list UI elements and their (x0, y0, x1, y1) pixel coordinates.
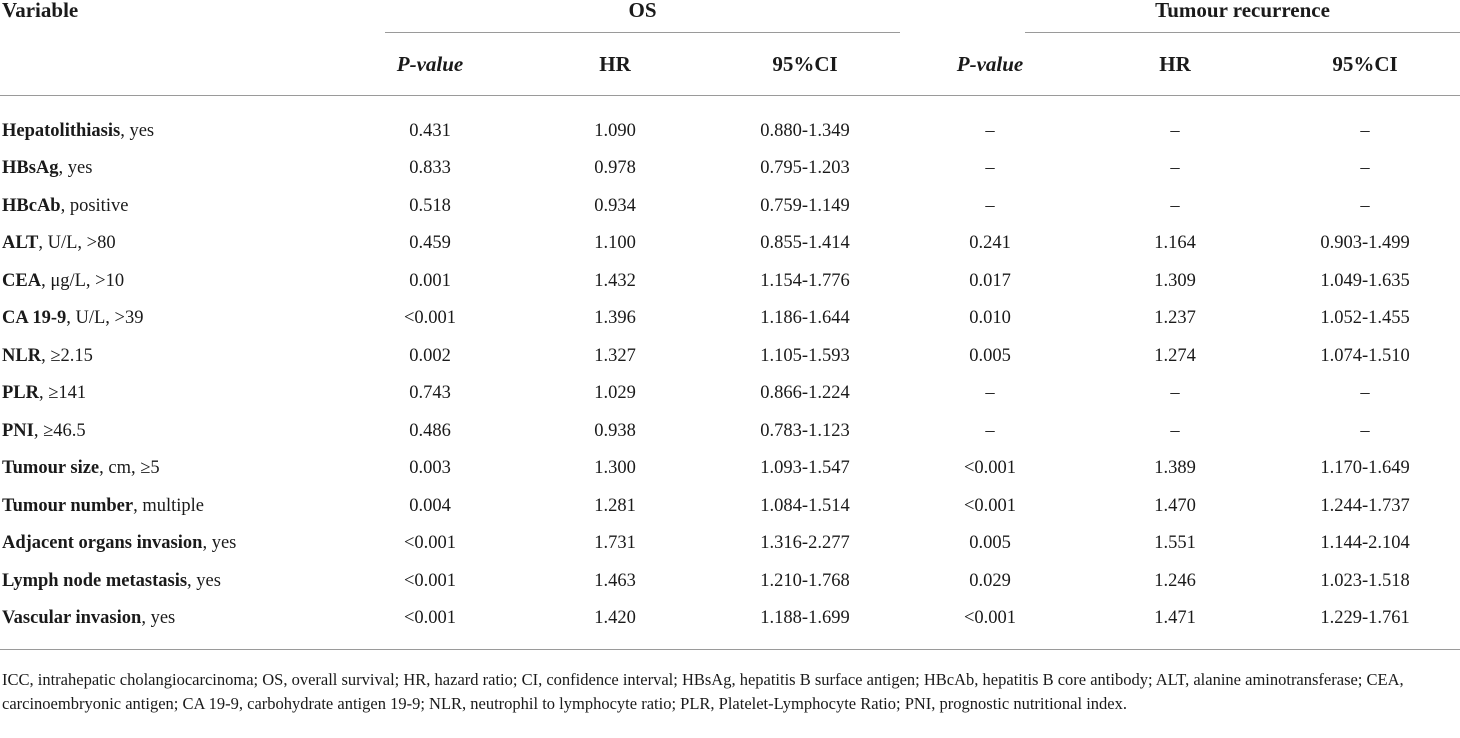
variable-cell (0, 375, 340, 413)
os-hr-cell: 1.281 (594, 495, 636, 516)
recurrence-hr-cell: – (1170, 158, 1180, 178)
variable-name: Hepatolithiasis (2, 120, 121, 141)
recurrence-ci-cell: 1.244-1.737 (1320, 495, 1410, 516)
variable-name: HBsAg (2, 158, 59, 178)
os-hr-cell: 1.300 (594, 458, 636, 478)
os-pvalue-cell: 0.743 (409, 383, 451, 403)
recurrence-pvalue-cell: 0.029 (969, 570, 1011, 591)
recurrence-ci-cell: 1.023-1.518 (1320, 570, 1410, 591)
variable-condition: , multiple (133, 495, 205, 516)
os-hr-cell: 1.396 (594, 308, 636, 328)
table-row (0, 262, 1460, 300)
variable-name: Adjacent organs invasion (2, 533, 203, 553)
variable-cell (0, 412, 340, 450)
recurrence-pvalue-cell: – (985, 120, 995, 141)
variable-cell (0, 262, 340, 300)
recurrence-ci-cell: 1.052-1.455 (1320, 308, 1410, 328)
recurrence-hr-cell: 1.389 (1154, 458, 1196, 478)
variable-name: PNI (2, 420, 34, 441)
variable-cell (0, 225, 340, 263)
variable-condition: , positive (60, 195, 129, 216)
recurrence-ci-cell: 1.170-1.649 (1320, 458, 1410, 478)
recurrence-hr-cell: – (1170, 120, 1180, 141)
os-hr-cell: 1.731 (594, 533, 636, 553)
variable-name: Tumour size (2, 458, 100, 478)
table-row (0, 337, 1460, 375)
table-body (0, 96, 1460, 650)
variable-name: CEA (2, 270, 42, 291)
recurrence-pvalue-cell: – (985, 195, 995, 216)
recurrence-group-header (900, 0, 1460, 33)
variable-condition: , U/L, >80 (38, 233, 116, 253)
table-row (0, 600, 1460, 638)
os-ci-cell: 1.105-1.593 (760, 345, 850, 366)
variable-condition: , yes (202, 533, 237, 553)
spacer-row (0, 96, 1460, 113)
variable-condition: , ≥46.5 (33, 420, 86, 441)
recurrence-ci-cell: 1.074-1.510 (1320, 345, 1410, 366)
table-row (0, 187, 1460, 225)
os-pvalue-cell: <0.001 (403, 308, 457, 328)
table-row (0, 375, 1460, 413)
recurrence-hr-cell: 1.551 (1154, 533, 1196, 553)
recurrence-hr-cell: – (1170, 195, 1180, 216)
variable-subheader-empty (0, 33, 340, 96)
os-pvalue-cell: <0.001 (403, 570, 457, 591)
variable-name: Tumour number (2, 495, 134, 516)
os-ci-cell: 0.855-1.414 (760, 233, 850, 253)
os-pvalue-cell: 0.002 (409, 345, 451, 366)
recurrence-pvalue-cell: 0.005 (969, 533, 1011, 553)
recurrence-ci-header: 95%CI (1270, 33, 1460, 96)
variable-condition: , yes (141, 608, 176, 628)
os-hr-cell: 1.432 (594, 270, 636, 291)
table-row (0, 525, 1460, 563)
os-ci-cell: 1.154-1.776 (760, 270, 850, 291)
variable-cell (0, 600, 340, 638)
os-pvalue-cell: 0.431 (409, 120, 451, 141)
recurrence-pvalue-cell: <0.001 (964, 495, 1017, 516)
table-row (0, 300, 1460, 338)
recurrence-ci-cell: – (1360, 120, 1370, 141)
variable-cell (0, 562, 340, 600)
variable-name: Vascular invasion (2, 608, 142, 628)
variable-condition: , yes (58, 158, 93, 178)
recurrence-hr-cell: 1.164 (1154, 233, 1196, 253)
os-hr-cell: 0.978 (594, 158, 636, 178)
variable-cell (0, 112, 340, 150)
os-ci-cell: 1.188-1.699 (760, 608, 850, 628)
recurrence-ci-cell: – (1360, 383, 1370, 403)
os-hr-header: HR (520, 33, 710, 96)
bottom-pad-row (0, 637, 1460, 650)
os-pvalue-cell: 0.833 (409, 158, 451, 178)
recurrence-pvalue-cell: <0.001 (964, 608, 1017, 628)
spacer-cell (0, 96, 1460, 113)
os-hr-cell: 0.934 (594, 195, 636, 216)
os-ci-header: 95%CI (710, 33, 900, 96)
table-row (0, 487, 1460, 525)
variable-name: HBcAb (2, 195, 61, 216)
os-pvalue-cell: 0.003 (409, 458, 451, 478)
recurrence-pvalue-cell: <0.001 (964, 458, 1017, 478)
os-ci-cell: 1.084-1.514 (760, 495, 850, 516)
os-pvalue-cell: 0.004 (409, 495, 451, 516)
recurrence-pvalue-cell: – (985, 158, 995, 178)
os-hr-cell: 1.463 (594, 570, 636, 591)
os-ci-cell: 1.093-1.547 (760, 458, 850, 478)
variable-condition: , yes (120, 120, 155, 141)
table-footnote: ICC, intrahepatic cholangiocarcinoma; OS, overall survival; HR, hazard ratio; CI, confidence interval; HBsAg, hepatitis B surface antigen; HBcAb, hepatitis B core antibody; ALT, alanine aminotransferase; CEA, carcinoembryonic antigen; CA 19-9, carbohydrate antigen 19-9; NLR, neutrophil to lymphocyte ratio; PLR, Platelet-Lymphocyte Ratio; PNI, prognostic nutritional index. (2, 670, 1404, 713)
os-ci-cell: 1.316-2.277 (760, 533, 850, 553)
os-pvalue-cell: 0.001 (409, 270, 451, 291)
os-hr-cell: 1.420 (594, 608, 636, 628)
os-hr-cell: 1.029 (594, 383, 636, 403)
os-ci-cell: 0.880-1.349 (760, 120, 850, 141)
recurrence-pvalue-header: P-value (900, 33, 1080, 96)
variable-cell (0, 337, 340, 375)
bottom-pad-cell (0, 637, 1460, 650)
os-pvalue-cell: 0.486 (409, 420, 451, 441)
os-ci-cell: 0.866-1.224 (760, 383, 850, 403)
recurrence-hr-cell: 1.274 (1154, 345, 1196, 366)
os-ci-cell: 0.783-1.123 (760, 420, 850, 441)
recurrence-pvalue-cell: – (985, 383, 995, 403)
os-pvalue-cell: 0.518 (409, 195, 451, 216)
os-pvalue-cell: <0.001 (403, 533, 457, 553)
variable-name: Lymph node metastasis (2, 570, 188, 591)
os-pvalue-cell: <0.001 (403, 608, 457, 628)
table-row (0, 150, 1460, 188)
recurrence-pvalue-cell: 0.017 (969, 270, 1011, 291)
variable-condition: , U/L, >39 (66, 308, 144, 328)
table-row (0, 225, 1460, 263)
os-ci-cell: 0.759-1.149 (760, 195, 850, 216)
recurrence-ci-cell: 0.903-1.499 (1320, 233, 1410, 253)
os-group-header (340, 0, 900, 33)
table-row (0, 562, 1460, 600)
recurrence-hr-cell: 1.470 (1154, 495, 1196, 516)
recurrence-pvalue-cell: 0.010 (969, 308, 1011, 328)
recurrence-ci-cell: 1.229-1.761 (1320, 608, 1410, 628)
variable-name: ALT (2, 233, 39, 253)
os-hr-cell: 1.327 (594, 345, 636, 366)
os-hr-cell: 1.100 (594, 233, 636, 253)
variable-condition: , yes (187, 570, 221, 591)
recurrence-hr-cell: 1.309 (1154, 270, 1196, 291)
recurrence-ci-cell: 1.049-1.635 (1320, 270, 1410, 291)
os-hr-cell: 0.938 (594, 420, 636, 441)
variable-cell (0, 187, 340, 225)
variable-condition: , ≥2.15 (41, 345, 93, 366)
os-pvalue-header: P-value (340, 33, 520, 96)
header-row-groups (0, 0, 1460, 33)
recurrence-hr-cell: 1.246 (1154, 570, 1196, 591)
os-pvalue-cell: 0.459 (409, 233, 451, 253)
recurrence-ci-cell: – (1360, 158, 1370, 178)
recurrence-ci-cell: – (1360, 420, 1370, 441)
variable-cell (0, 300, 340, 338)
variable-condition: , μg/L, >10 (41, 270, 125, 291)
variable-condition: , cm, ≥5 (99, 458, 160, 478)
recurrence-hr-cell: 1.237 (1154, 308, 1196, 328)
recurrence-pvalue-cell: – (985, 420, 995, 441)
recurrence-hr-header: HR (1080, 33, 1270, 96)
os-hr-cell: 1.090 (594, 120, 636, 141)
recurrence-pvalue-cell: 0.005 (969, 345, 1011, 366)
header-row-columns (0, 33, 1460, 96)
recurrence-hr-cell: – (1170, 383, 1180, 403)
variable-header: Variable (2, 0, 79, 22)
os-ci-cell: 1.186-1.644 (760, 308, 850, 328)
recurrence-ci-cell: – (1360, 195, 1370, 216)
os-ci-cell: 0.795-1.203 (760, 158, 850, 178)
recurrence-hr-cell: 1.471 (1154, 608, 1196, 628)
variable-condition: , ≥141 (39, 383, 87, 403)
variable-cell (0, 525, 340, 563)
table-row (0, 412, 1460, 450)
recurrence-pvalue-cell: 0.241 (969, 233, 1011, 253)
variable-name: CA 19-9 (2, 308, 67, 328)
variable-cell (0, 487, 340, 525)
recurrence-hr-cell: – (1170, 420, 1180, 441)
variable-cell (0, 450, 340, 488)
variable-cell (0, 150, 340, 188)
variable-name: PLR (2, 383, 39, 403)
os-group-label: OS (385, 0, 900, 33)
table-row (0, 450, 1460, 488)
os-ci-cell: 1.210-1.768 (760, 570, 850, 591)
recurrence-group-label: Tumour recurrence (1025, 0, 1460, 33)
recurrence-ci-cell: 1.144-2.104 (1320, 533, 1410, 553)
variable-name: NLR (2, 345, 42, 366)
table-row (0, 112, 1460, 150)
